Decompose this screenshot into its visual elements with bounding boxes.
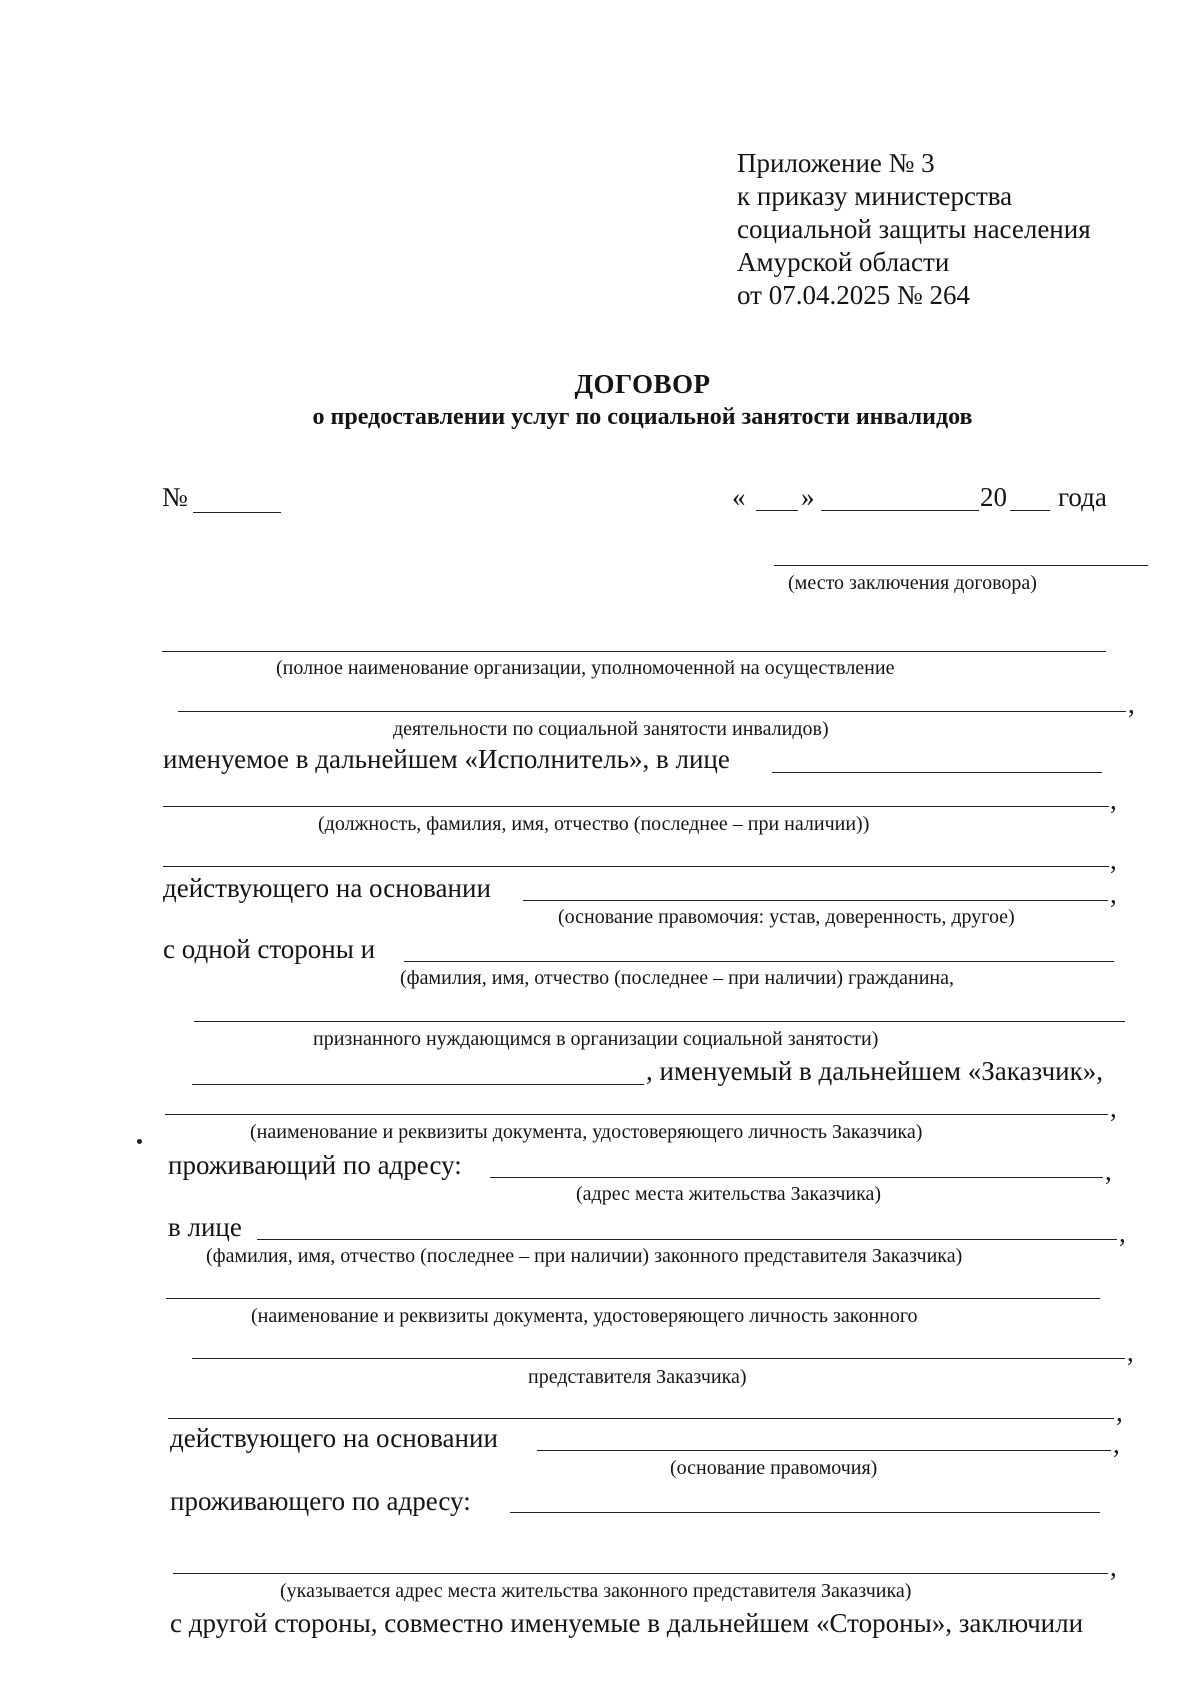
date-open-quote: « [732, 482, 746, 512]
citizen-name-field[interactable] [404, 961, 1114, 962]
one-side-text: с одной стороны и [163, 934, 376, 964]
date-year-field[interactable] [1010, 510, 1050, 511]
rep-address-comma: , [1110, 1552, 1117, 1582]
rep-basis-field[interactable] [537, 1450, 1111, 1451]
date-close-quote: » [801, 482, 815, 512]
appendix-region-line: Амурской области [737, 247, 950, 277]
rep-document-caption-1: (наименование и реквизиты документа, удостоверяющего личность законного [251, 1305, 918, 1327]
customer-address-comma: , [1105, 1156, 1112, 1186]
executor-person-field-3[interactable] [163, 866, 1109, 867]
rep-acting-basis-text: действующего на основании [170, 1423, 498, 1453]
rep-residing-text: проживающего по адресу: [170, 1486, 471, 1516]
org-caption-1: (полное наименование организации, уполномоченной на осуществление [276, 657, 895, 679]
date-day-field[interactable] [756, 510, 798, 511]
position-caption: (должность, фамилия, имя, отчество (последнее – при наличии)) [318, 813, 870, 835]
appendix-number: Приложение № 3 [737, 148, 935, 178]
rep-document-field-2[interactable] [192, 1358, 1125, 1359]
scan-speck [137, 1139, 142, 1144]
contract-number-label: № [162, 482, 188, 512]
id-document-caption: (наименование и реквизиты документа, удостоверяющего личность Заказчика) [250, 1121, 923, 1143]
place-field[interactable] [774, 565, 1148, 566]
executor-person-field[interactable] [772, 772, 1102, 773]
document-title: ДОГОВОР [574, 369, 711, 399]
rep-document-field[interactable] [166, 1298, 1100, 1299]
contract-number-field[interactable] [193, 512, 281, 513]
date-year-suffix: года [1058, 482, 1107, 512]
rep-basis-comma: , [1113, 1429, 1120, 1459]
customer-address-field[interactable] [490, 1177, 1103, 1178]
in-person-text: в лице [168, 1212, 242, 1242]
rep-document-comma: , [1127, 1337, 1134, 1367]
customer-address-caption: (адрес места жительства Заказчика) [576, 1183, 882, 1205]
org-caption-2: деятельности по социальной занятости инвалидов) [393, 718, 829, 740]
rep-address-field-2[interactable] [173, 1573, 1108, 1574]
acting-basis-field[interactable] [523, 900, 1108, 901]
basis-caption: (основание правомочия: устав, доверенность, другое) [558, 906, 1015, 928]
other-side-text: с другой стороны, совместно именуемые в дальнейшем «Стороны», заключили [170, 1608, 1084, 1638]
representative-name-field[interactable] [257, 1239, 1117, 1240]
executor-person-field-2[interactable] [163, 806, 1109, 807]
id-document-comma: , [1110, 1093, 1117, 1123]
acting-basis-text: действующего на основании [163, 873, 491, 903]
rep-basis-caption: (основание правомочия) [670, 1457, 878, 1479]
executor-text: именуемое в дальнейшем «Исполнитель», в лице [163, 744, 730, 774]
appendix-ministry-line: социальной защиты населения [737, 214, 1091, 244]
executor-comma: , [1110, 785, 1117, 815]
appendix-order-line: к приказу министерства [737, 181, 1013, 211]
date-year-prefix: 20 [980, 482, 1007, 512]
citizen-caption-2: признанного нуждающимся в организации социальной занятости) [313, 1028, 879, 1050]
residing-text: проживающий по адресу: [168, 1150, 462, 1180]
org-name-field-1[interactable] [162, 651, 1106, 652]
executor-comma-2: , [1110, 845, 1117, 875]
appendix-block [737, 147, 1091, 312]
id-document-field[interactable] [165, 1114, 1108, 1115]
representative-comma: , [1119, 1218, 1126, 1248]
document-subtitle: о предоставлении услуг по социальной занятости инвалидов [312, 404, 973, 430]
citizen-name-field-2[interactable] [194, 1021, 1125, 1022]
rep-address-field[interactable] [510, 1512, 1100, 1513]
representative-caption: (фамилия, имя, отчество (последнее – при наличии) законного представителя Заказчика) [206, 1245, 963, 1267]
rep-document-field-3[interactable] [168, 1418, 1114, 1419]
citizen-caption-1: (фамилия, имя, отчество (последнее – при наличии) гражданина, [400, 967, 955, 989]
rep-address-caption: (указывается адрес места жительства законного представителя Заказчика) [280, 1580, 912, 1602]
date-month-field[interactable] [821, 510, 979, 511]
place-caption: (место заключения договора) [788, 572, 1037, 594]
rep-document-caption-2: представителя Заказчика) [528, 1366, 747, 1388]
customer-text: , именуемый в дальнейшем «Заказчик», [646, 1056, 1103, 1086]
customer-name-field[interactable] [192, 1084, 644, 1085]
rep-document-comma-2: , [1116, 1397, 1123, 1427]
org-comma: , [1128, 689, 1135, 719]
org-name-field-2[interactable] [178, 711, 1126, 712]
acting-basis-comma: , [1110, 879, 1117, 909]
appendix-date-line: от 07.04.2025 № 264 [737, 280, 970, 310]
